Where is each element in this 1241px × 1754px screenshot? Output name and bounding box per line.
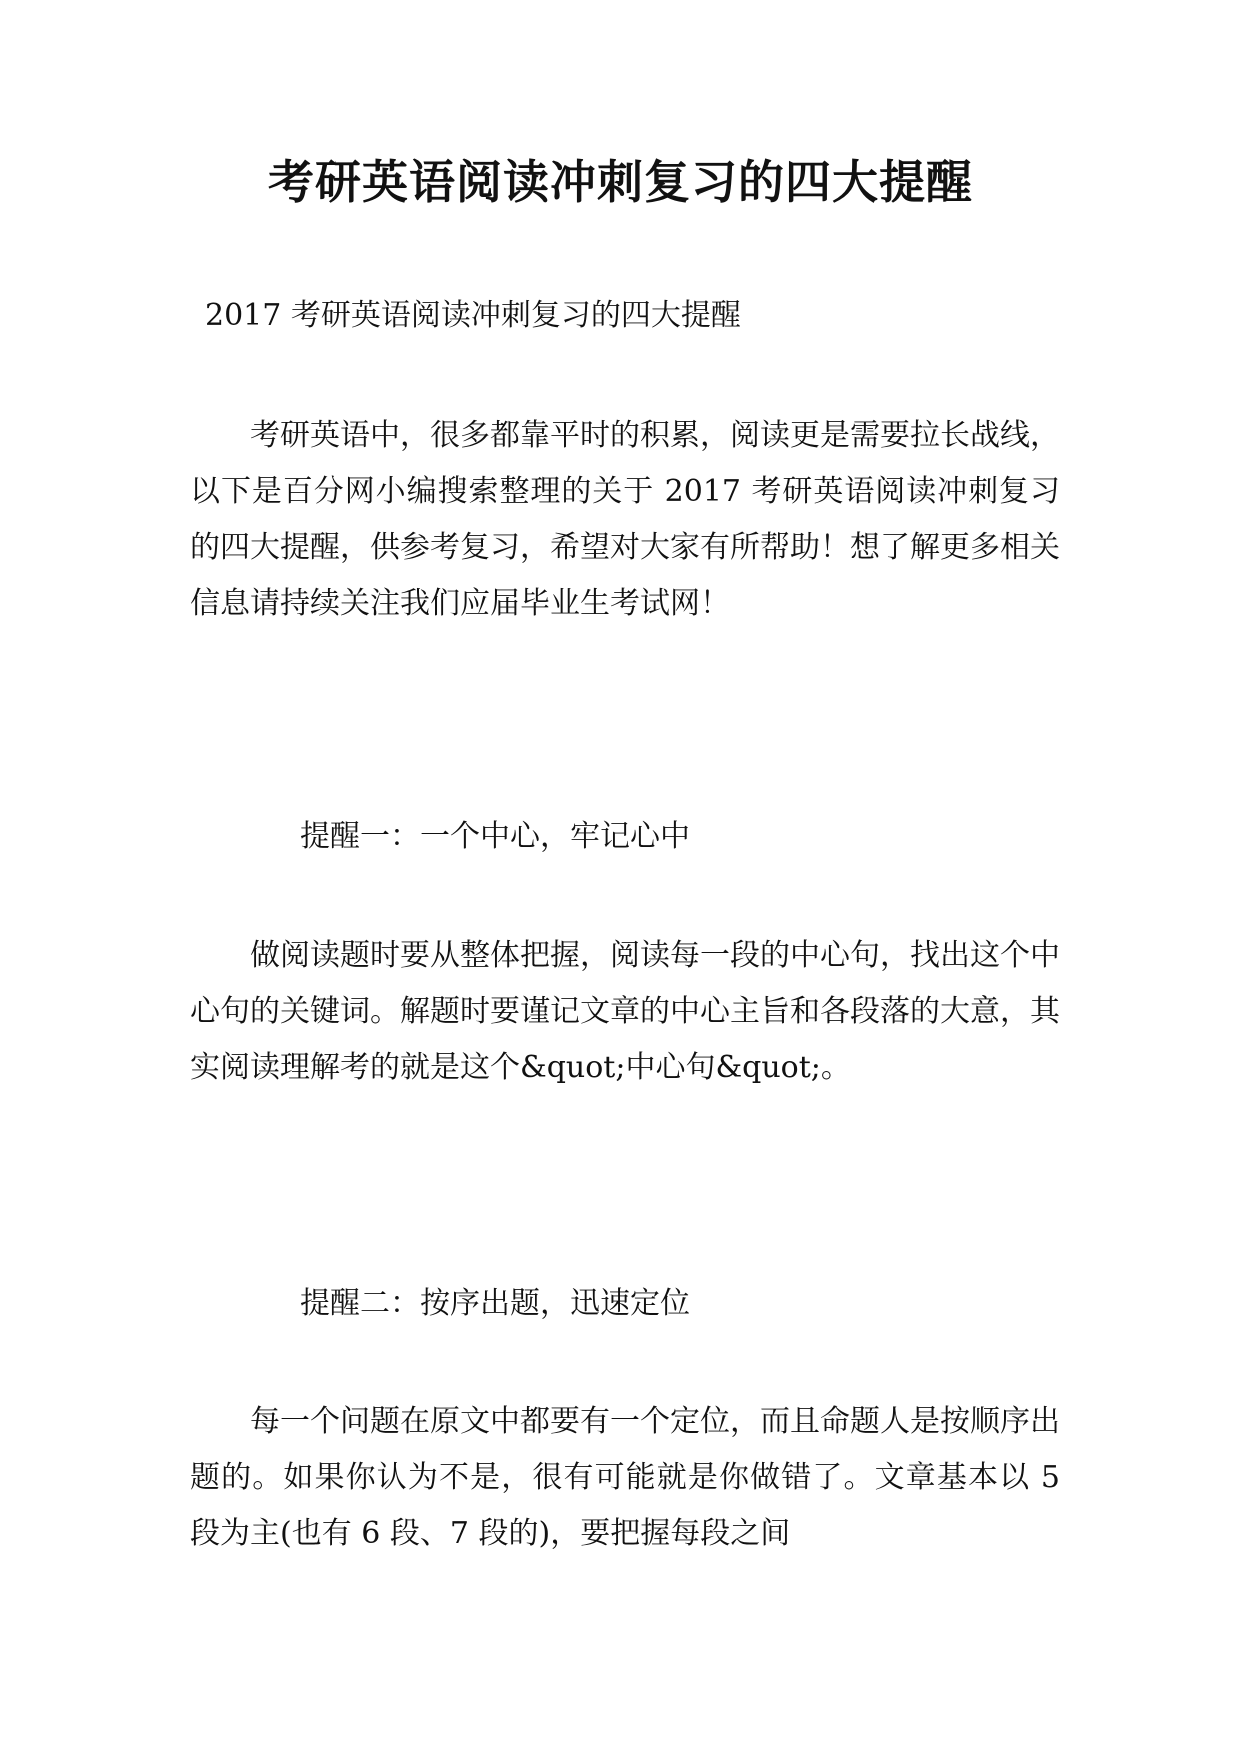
section-heading-1: 提醒一：一个中心，牢记心中 — [300, 819, 690, 854]
intro-paragraph: 考研英语中，很多都靠平时的积累，阅读更是需要拉长战线，以下是百分网小编搜索整理的关于 2017 考研英语阅读冲刺复习的四大提醒，供参考复习，希望对大家有所帮助！想了解更多相关信息请持续关注我们应届毕业生考试网！ — [190, 418, 1060, 621]
section-body-1: 做阅读题时要从整体把握，阅读每一段的中心句，找出这个中心句的关键词。解题时要谨记文章的中心主旨和各段落的大意，其实阅读理解考的就是这个&quot;中心句&quot;。 — [190, 938, 1060, 1085]
document-title: 考研英语阅读冲刺复习的四大提醒 — [268, 155, 973, 209]
section-body-2: 每一个问题在原文中都要有一个定位，而且命题人是按顺序出题的。如果你认为不是，很有可能就是你做错了。文章基本以 5 段为主(也有 6 段、7 段的)，要把握每段之间 — [190, 1404, 1060, 1551]
section-heading-2: 提醒二：按序出题，迅速定位 — [300, 1286, 690, 1321]
document-subtitle: 2017 考研英语阅读冲刺复习的四大提醒 — [205, 298, 741, 333]
